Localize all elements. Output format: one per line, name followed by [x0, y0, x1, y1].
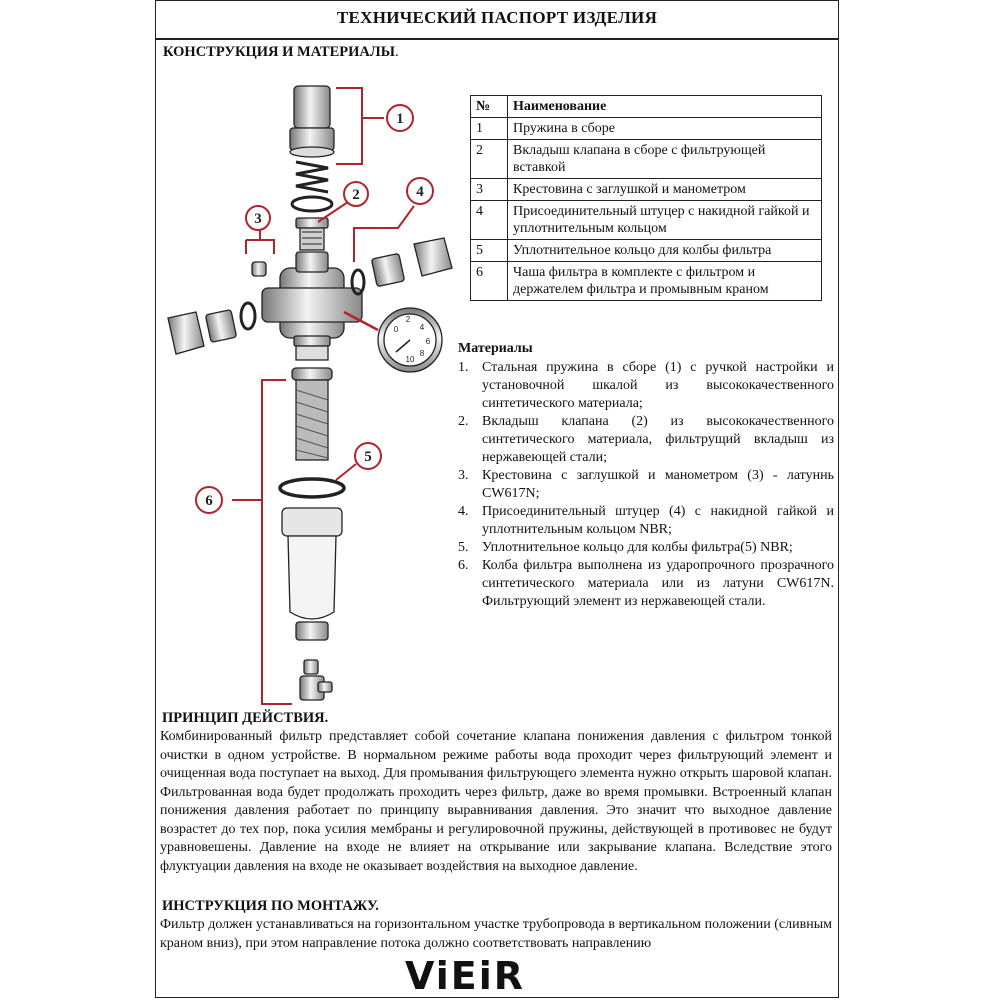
list-item-number: 1.	[458, 360, 469, 375]
installation-text: Фильтр должен устанавливаться на горизонтальном участке трубопровода в вертикальном положении (сливным краном вниз), при этом направление потока должно соответствовать направлению	[160, 917, 832, 951]
brand-logo: ViEiR	[405, 954, 526, 998]
title-divider	[155, 38, 839, 40]
materials-section	[458, 340, 834, 611]
spring-cap-knob	[294, 86, 330, 128]
list-item	[458, 467, 834, 503]
filter-bowl-collar	[282, 508, 342, 536]
list-item-text: Колба фильтра выполнена из ударопрочного прозрачного синтетического материала или из латуни CW617N. Фильтрующий элемент из нержавеющей стали.	[482, 558, 834, 609]
filter-bowl	[288, 536, 336, 619]
exploded-view-diagram	[160, 80, 460, 710]
list-item-text: Уплотнительное кольцо для колбы фильтра(5) NBR;	[482, 540, 793, 555]
list-item-number: 2.	[458, 414, 469, 429]
materials-heading: Материалы	[458, 341, 533, 356]
callout-label-1: 1	[396, 111, 404, 127]
table-cell-name: Крестовина с заглушкой и манометром	[508, 179, 822, 201]
list-item-number: 4.	[458, 504, 469, 519]
list-item	[458, 557, 834, 611]
list-item	[458, 359, 834, 413]
construction-heading	[163, 44, 399, 61]
list-item-text: Стальная пружина в сборе (1) с ручкой настройки и установочной шкалой из высококачественного синтетического материала;	[482, 360, 834, 411]
construction-heading-text: КОНСТРУКЦИЯ И МАТЕРИАЛЫ	[163, 44, 395, 60]
gauge-tick-6: 6	[425, 337, 431, 346]
spring	[296, 162, 328, 192]
page-title: ТЕХНИЧЕСКИЙ ПАСПОРТ ИЗДЕЛИЯ	[336, 8, 658, 27]
bowl-o-ring	[280, 479, 344, 497]
table-cell-name: Уплотнительное кольцо для колбы фильтра	[508, 240, 822, 262]
list-item-number: 5.	[458, 540, 469, 555]
table-cell-name: Присоединительный штуцер с накидной гайкой и уплотнительным кольцом	[508, 201, 822, 240]
list-item	[458, 413, 834, 467]
table-cell-num: 2	[471, 140, 508, 179]
table-header-num: №	[471, 96, 508, 118]
table-header-row	[471, 96, 822, 118]
left-nut	[168, 312, 204, 354]
callout-label-5: 5	[364, 449, 372, 465]
list-item-number: 6.	[458, 558, 469, 573]
table-cell-num: 6	[471, 262, 508, 301]
table-cell-name: Вкладыш клапана в сборе с фильтрующей вставкой	[508, 140, 822, 179]
list-item-text: Вкладыш клапана (2) из высококачественного синтетического материала, фильтрущий вкладыш из нержавеющей стали;	[482, 414, 834, 465]
list-item	[458, 539, 834, 557]
callout-line-5	[336, 464, 356, 480]
callout-label-4: 4	[416, 184, 424, 200]
table-cell-name: Чаша фильтра в комплекте с фильтром и держателем фильтра и промывным краном	[508, 262, 822, 301]
list-item	[458, 503, 834, 539]
table-row	[471, 201, 822, 240]
gauge-tick-8: 8	[419, 349, 425, 358]
callout-label-2: 2	[352, 187, 360, 203]
table-row	[471, 240, 822, 262]
list-item-text: Крестовина с заглушкой и манометром (3) - латуннь CW617N;	[482, 468, 834, 501]
table-row	[471, 262, 822, 301]
table-row	[471, 179, 822, 201]
parts-table	[470, 95, 822, 301]
right-nut	[414, 238, 452, 276]
list-item-number: 3.	[458, 468, 469, 483]
gauge-tick-4: 4	[419, 323, 425, 332]
callout-line-6	[232, 380, 292, 704]
table-cell-num: 5	[471, 240, 508, 262]
gauge-tick-10: 10	[405, 355, 415, 364]
materials-list	[458, 359, 834, 611]
table-cell-num: 1	[471, 118, 508, 140]
gauge-tick-0: 0	[393, 325, 399, 334]
callout-line-4	[354, 206, 414, 262]
table-cell-num: 4	[471, 201, 508, 240]
table-cell-name: Пружина в сборе	[508, 118, 822, 140]
table-header-name: Наименование	[508, 96, 822, 118]
gauge-tick-2: 2	[405, 315, 411, 324]
principle-heading: ПРИНЦИП ДЕЙСТВИЯ.	[162, 710, 329, 726]
callout-label-6: 6	[205, 493, 213, 509]
principle-text: Комбинированный фильтр представляет собой сочетание клапана понижения давления с фильтром тонкой очистки в одном устройстве. В нормальном режиме работы вода проходит через фильтрующий элемент и очищенная вода поступает на выход. Для промывания фильтрующего элемента нужно открыть шаровой клапан. Фильтрованная вода будет продолжать проходить через фильтр, даже во время промывки. Встроенный клапан понижения давления работает по принципу выравнивания давления. Это значит что выходное давление возрастет до тех пор, пока усилия мембраны и регулировочной пружины, действующей в противовес не будут уравновешены. Давление на входе не влияет на открывание или закрывание клапана. Вследствие этого флуктуации давления на входе не оказывает воздействия на выходное давление.	[160, 729, 832, 874]
table-row	[471, 140, 822, 179]
list-item-text: Присоединительный штуцер (4) с накидной гайкой и уплотнительным кольцом NBR;	[482, 504, 834, 537]
construction-heading-dot: .	[394, 44, 399, 60]
callout-line-1	[336, 88, 384, 164]
installation-heading: ИНСТРУКЦИЯ ПО МОНТАЖУ.	[162, 898, 379, 914]
table-row	[471, 118, 822, 140]
table-cell-num: 3	[471, 179, 508, 201]
callout-label-3: 3	[254, 211, 262, 227]
